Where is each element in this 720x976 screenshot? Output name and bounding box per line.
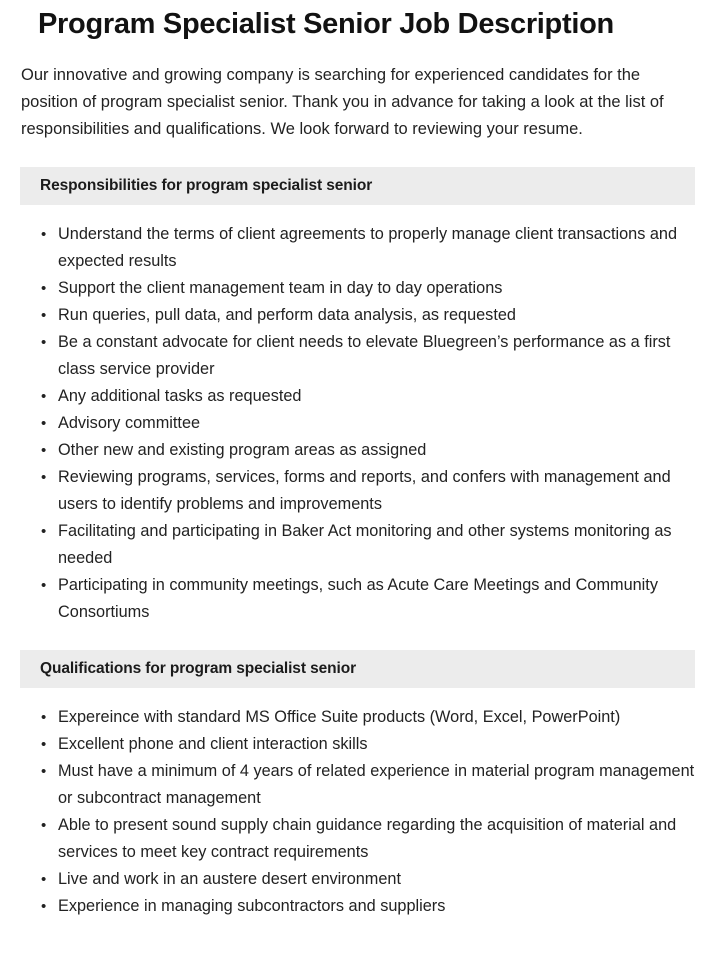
- list-item: • Able to present sound supply chain guidance regarding the acquisition of material and services to meet key contract requirements: [0, 812, 712, 866]
- list-item: • Expereince with standard MS Office Suite products (Word, Excel, PowerPoint): [0, 704, 712, 731]
- responsibilities-section: [0, 167, 720, 626]
- page-title: Program Specialist Senior Job Description: [38, 8, 614, 40]
- bottom-spacer: [0, 920, 720, 944]
- list-item: • Any additional tasks as requested: [0, 383, 712, 410]
- responsibilities-heading-text: Responsibilities for program specialist senior: [40, 177, 373, 194]
- responsibilities-heading-band: [20, 167, 695, 205]
- list-item: • Run queries, pull data, and perform data analysis, as requested: [0, 302, 712, 329]
- list-item: • Must have a minimum of 4 years of related experience in material program management or subcontract management: [0, 758, 712, 812]
- list-item: • Advisory committee: [0, 410, 712, 437]
- list-item: • Facilitating and participating in Baker Act monitoring and other systems monitoring as needed: [0, 518, 712, 572]
- list-item: • Excellent phone and client interaction skills: [0, 731, 712, 758]
- intro-paragraph: Our innovative and growing company is searching for experienced candidates for the position of program specialist senior. Thank you in advance for taking a look at the list of responsibilities and qualifications. We look forward to reviewing your resume.: [21, 66, 664, 138]
- list-item: • Support the client management team in day to day operations: [0, 275, 712, 302]
- responsibilities-list: [0, 205, 720, 626]
- list-item: • Other new and existing program areas as assigned: [0, 437, 712, 464]
- list-item: • Be a constant advocate for client needs to elevate Bluegreen’s performance as a first class service provider: [0, 329, 712, 383]
- list-item: • Live and work in an austere desert environment: [0, 866, 712, 893]
- qualifications-heading-band: [20, 650, 695, 688]
- qualifications-list: [0, 688, 720, 920]
- list-item: • Participating in community meetings, such as Acute Care Meetings and Community Consortiums: [0, 572, 712, 626]
- list-item: • Reviewing programs, services, forms and reports, and confers with management and users to identify problems and improvements: [0, 464, 712, 518]
- qualifications-heading-text: Qualifications for program specialist senior: [40, 660, 357, 677]
- list-item: • Experience in managing subcontractors and suppliers: [0, 893, 712, 920]
- list-item: • Understand the terms of client agreements to properly manage client transactions and expected results: [0, 221, 712, 275]
- qualifications-section: [0, 650, 720, 920]
